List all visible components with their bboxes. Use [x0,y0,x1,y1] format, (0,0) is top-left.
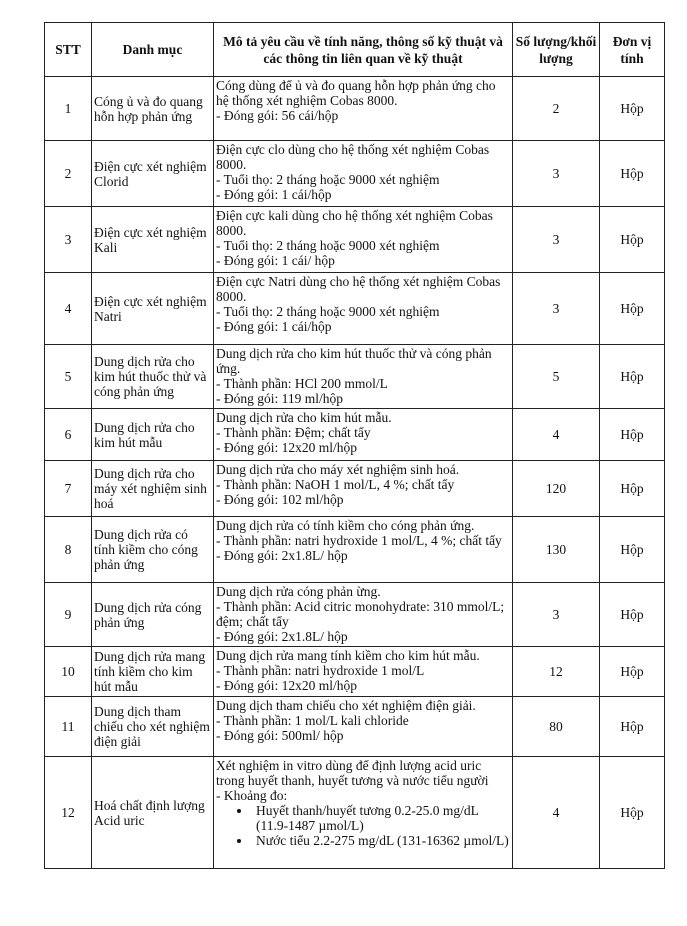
row-unit: Hộp [600,77,665,141]
row-stt: 12 [45,757,92,869]
desc-line: - Đóng gói: 1 cái/hộp [216,319,332,334]
desc-line: Dung dịch tham chiếu cho xét nghiệm điện giải. [216,698,476,713]
row-quantity: 4 [513,757,600,869]
header-quantity: Số lượng/khối lượng [513,23,600,77]
desc-line: - Đóng gói: 56 cái/hộp [216,108,339,123]
table-row [45,517,665,583]
row-unit: Hộp [600,697,665,757]
header-stt: STT [45,23,92,77]
row-unit: Hộp [600,583,665,647]
table-header-row [45,23,665,77]
desc-line: - Đóng gói: 102 ml/hộp [216,492,344,507]
table-row [45,461,665,517]
row-unit: Hộp [600,207,665,273]
row-quantity: 5 [513,345,600,409]
row-category: Điện cực xét nghiệm Kali [92,207,214,273]
row-description [214,207,513,273]
row-quantity: 80 [513,697,600,757]
row-stt: 8 [45,517,92,583]
row-description [214,461,513,517]
row-stt: 2 [45,141,92,207]
row-description [214,409,513,461]
table-row [45,409,665,461]
row-description [214,583,513,647]
desc-line: - Đóng gói: 12x20 ml/hộp [216,678,357,693]
header-description: Mô tả yêu cầu về tính năng, thông số kỹ thuật và các thông tin liên quan về kỹ thuật [214,23,513,77]
desc-line: - Thành phần: Đệm; chất tẩy [216,425,371,440]
row-stt: 3 [45,207,92,273]
row-description [214,345,513,409]
table-row [45,273,665,345]
desc-line: Cóng dùng để ủ và đo quang hỗn hợp phản ứng cho hệ thống xét nghiệm Cobas 8000. [216,78,496,108]
table-row [45,697,665,757]
row-unit: Hộp [600,141,665,207]
document-page [44,22,664,869]
row-stt: 10 [45,647,92,697]
row-unit: Hộp [600,409,665,461]
header-category: Danh mục [92,23,214,77]
row-stt: 4 [45,273,92,345]
desc-line: - Thành phần: NaOH 1 mol/L, 4 %; chất tẩy [216,477,455,492]
row-stt: 6 [45,409,92,461]
row-stt: 11 [45,697,92,757]
desc-line: Điện cực Natri dùng cho hệ thống xét nghiệm Cobas 8000. [216,274,501,304]
row-quantity: 3 [513,273,600,345]
row-stt: 7 [45,461,92,517]
desc-line: - Thành phần: HCl 200 mmol/L [216,376,388,391]
desc-line: - Khoảng đo: [216,788,288,803]
header-unit: Đơn vị tính [600,23,665,77]
desc-line: - Thành phần: natri hydroxide 1 mol/L, 4 %; chất tẩy [216,533,502,548]
row-description [214,517,513,583]
desc-line: - Thành phần: 1 mol/L kali chloride [216,713,409,728]
desc-line: Dung dịch rửa cho máy xét nghiệm sinh hoá. [216,462,460,477]
row-description [214,273,513,345]
row-stt: 5 [45,345,92,409]
table-row [45,583,665,647]
row-unit: Hộp [600,273,665,345]
row-category: Điện cực xét nghiệm Natri [92,273,214,345]
desc-line: Dung dịch rửa cho kim hút mẫu. [216,410,392,425]
row-unit: Hộp [600,345,665,409]
row-category: Hoá chất định lượng Acid uric [92,757,214,869]
row-description [214,141,513,207]
row-quantity: 2 [513,77,600,141]
desc-line: - Thành phần: Acid citric monohydrate: 310 mmol/L; đệm; chất tẩy [216,599,505,629]
row-quantity: 3 [513,583,600,647]
table-row [45,207,665,273]
list-item: • Huyết thanh/huyết tương 0.2-25.0 mg/dL (11.9-1487 µmol/L) [252,803,510,833]
desc-line: Điện cực clo dùng cho hệ thống xét nghiệm Cobas 8000. [216,142,490,172]
desc-line: Dung dịch rửa mang tính kiềm cho kim hút mẫu. [216,648,480,663]
row-quantity: 3 [513,207,600,273]
measurement-range-list [216,803,510,848]
desc-line: - Đóng gói: 1 cái/ hộp [216,253,335,268]
desc-line: - Đóng gói: 119 ml/hộp [216,391,343,406]
desc-line: Dung dịch rửa cóng phản ừng. [216,584,381,599]
row-category: Điện cực xét nghiệm Clorid [92,141,214,207]
desc-line: Điện cực kali dùng cho hệ thống xét nghiệm Cobas 8000. [216,208,493,238]
desc-line: - Đóng gói: 2x1.8L/ hộp [216,548,348,563]
desc-line: - Đóng gói: 1 cái/hộp [216,187,332,202]
row-category: Dung dịch rửa mang tính kiềm cho kim hút mẫu [92,647,214,697]
row-description [214,757,513,869]
row-description [214,647,513,697]
list-item: • Nước tiểu 2.2-275 mg/dL (131-16362 µmol/L) [252,833,510,848]
row-quantity: 120 [513,461,600,517]
row-category: Cóng ủ và đo quang hỗn hợp phản ứng [92,77,214,141]
desc-line: - Đóng gói: 12x20 ml/hộp [216,440,357,455]
row-description [214,77,513,141]
desc-line: Xét nghiệm in vitro dùng để định lượng acid uric trong huyết thanh, huyết tương và nước tiểu người [216,758,489,788]
desc-line: - Tuổi thọ: 2 tháng hoặc 9000 xét nghiệm [216,172,440,187]
row-quantity: 12 [513,647,600,697]
desc-line: - Tuổi thọ: 2 tháng hoặc 9000 xét nghiệm [216,238,440,253]
desc-line: - Đóng gói: 500ml/ hộp [216,728,344,743]
row-unit: Hộp [600,757,665,869]
row-quantity: 4 [513,409,600,461]
row-stt: 1 [45,77,92,141]
row-quantity: 3 [513,141,600,207]
table-row [45,647,665,697]
row-description [214,697,513,757]
row-quantity: 130 [513,517,600,583]
table-row [45,141,665,207]
row-unit: Hộp [600,461,665,517]
row-stt: 9 [45,583,92,647]
specification-table [44,22,665,869]
desc-line: - Thành phần: natri hydroxide 1 mol/L [216,663,425,678]
desc-line: Dung dịch rửa có tính kiềm cho cóng phản ứng. [216,518,475,533]
table-row [45,345,665,409]
desc-line: - Tuổi thọ: 2 tháng hoặc 9000 xét nghiệm [216,304,440,319]
desc-line: - Đóng gói: 2x1.8L/ hộp [216,629,348,644]
row-category: Dung dịch rửa cóng phản ứng [92,583,214,647]
row-category: Dung dịch rửa cho kim hút mẫu [92,409,214,461]
row-category: Dung dịch rửa cho máy xét nghiệm sinh hoá [92,461,214,517]
table-row [45,757,665,869]
row-unit: Hộp [600,517,665,583]
row-category: Dung dịch tham chiếu cho xét nghiệm điện giải [92,697,214,757]
table-row [45,77,665,141]
desc-line: Dung dịch rửa cho kim hút thuốc thử và cóng phản ứng. [216,346,492,376]
row-unit: Hộp [600,647,665,697]
row-category: Dung dịch rửa có tính kiềm cho cóng phản ứng [92,517,214,583]
row-category: Dung dịch rửa cho kim hút thuốc thử và cóng phản ứng [92,345,214,409]
